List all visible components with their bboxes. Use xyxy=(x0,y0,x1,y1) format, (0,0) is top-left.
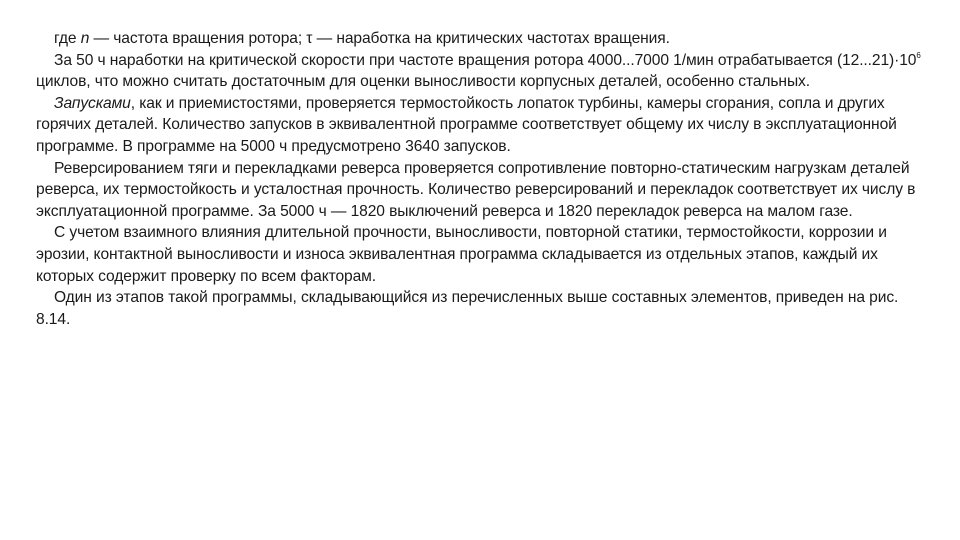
exponent: 6 xyxy=(916,50,921,60)
paragraph-starts xyxy=(36,93,926,158)
paragraph-critical-speed xyxy=(36,50,926,93)
italic-term: Запусками xyxy=(54,94,131,112)
text-segment: где xyxy=(54,30,81,47)
paragraph-reverse: Реверсированием тяги и перекладками реверса проверяется сопротивление повторно-статическим нагрузкам деталей реверса, их термостойкость и усталостная прочность. Количество реверсирований и перекладок соответствует их числу в эксплуатационной программе. За 5000 ч — 1820 выключений реверса и 1820 перекладок реверса на малом газе. xyxy=(36,159,916,220)
text-segment: — частота вращения ротора; τ — наработка на критических частотах вращения. xyxy=(89,30,670,47)
paragraph-definitions xyxy=(36,28,926,50)
text-segment: За 50 ч наработки на критической скорости при частоте вращения ротора 4000...7000 1/мин отрабатывается (12...21)·10 xyxy=(54,51,917,69)
document-page xyxy=(36,28,926,330)
paragraph-combined-effects: С учетом взаимного влияния длительной прочности, выносливости, повторной статики, термостойкости, коррозии и эрозии, контактной выносливости и износа эквивалентная программа складывается из отдельных этапов, каждый их которых содержит проверку по всем факторам. xyxy=(36,224,887,285)
paragraph-figure-reference: Один из этапов такой программы, складывающийся из перечисленных выше составных элементов, приведен на рис. 8.14. xyxy=(36,289,899,328)
symbol-n: n xyxy=(80,30,90,47)
text-segment: , как и приемистостями, проверяется термостойкость лопаток турбины, камеры сгорания, сопла и других горячих деталей. Количество запусков в эквивалентной программе соответствует общему их числу в эксплуатационной программе. В программе на 5000 ч предусмотрено 3640 запусков. xyxy=(36,94,897,155)
text-segment: циклов, что можно считать достаточным для оценки выносливости корпусных деталей, особенно стальных. xyxy=(36,73,810,91)
